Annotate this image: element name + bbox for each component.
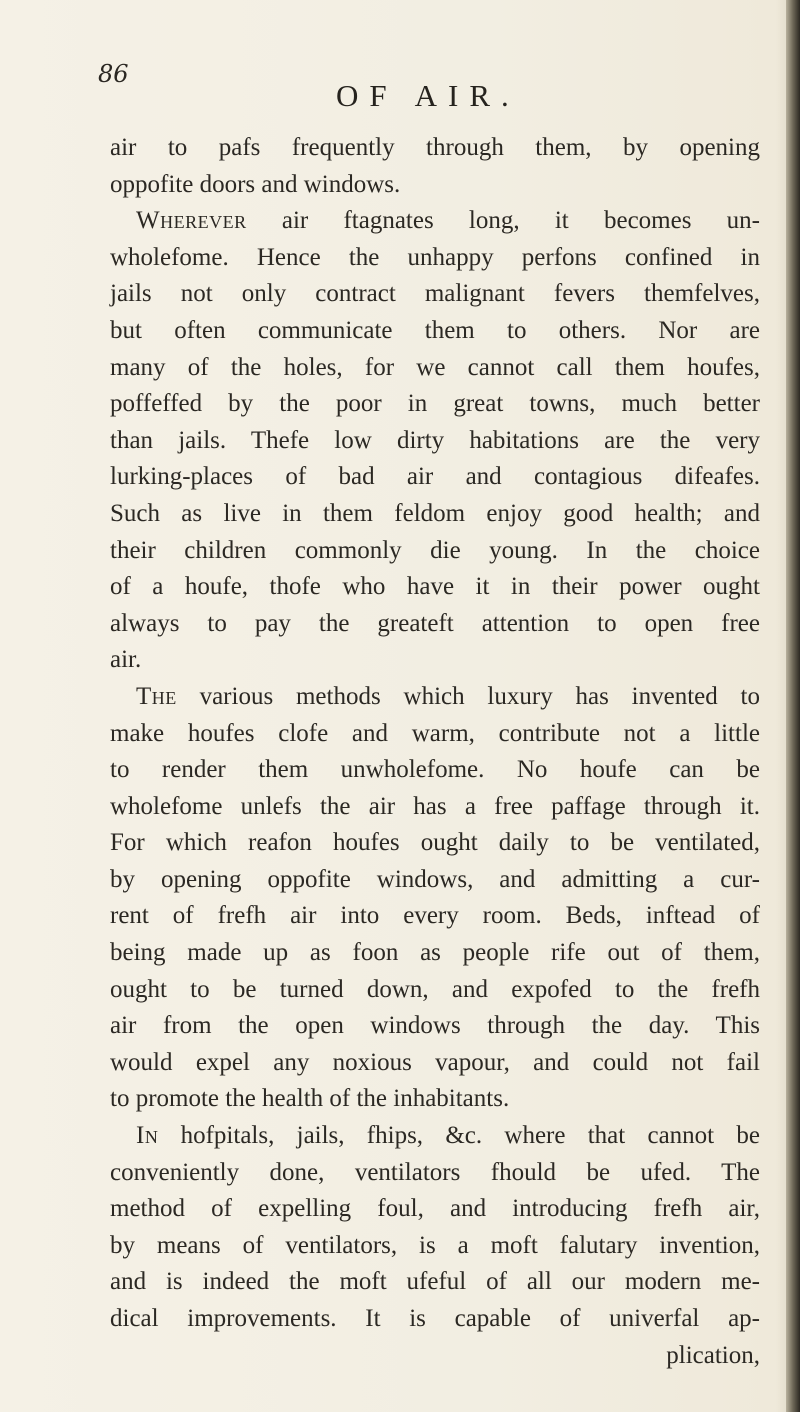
text-line: dical improvements. It is capable of univerfal ap- (110, 1305, 760, 1332)
text-line: poffeffed by the poor in great towns, much better (110, 390, 760, 418)
text-line: and is indeed the moft ufeful of all our modern me- (110, 1268, 760, 1296)
text-line: to promote the health of the inhabitants. (110, 1085, 510, 1113)
text-line: by opening oppofite windows, and admitting a cur- (110, 865, 760, 893)
paragraph-start-line (110, 1118, 760, 1155)
text-line: many of the holes, for we cannot call them houfes, (110, 353, 760, 381)
text-line: of a houfe, thofe who have it in their power ought (110, 573, 760, 601)
text-line: always to pay the greateft attention to open free (110, 609, 760, 637)
text-line: conveniently done, ventilators fhould be ufed. The (110, 1158, 760, 1186)
text-line: Such as live in them feldom enjoy good health; and (110, 499, 760, 527)
page-binding-edge (786, 0, 800, 1412)
text-line: rent of frefh air into every room. Beds, inftead of (110, 902, 760, 930)
catchword-line: plication, (666, 1341, 760, 1369)
text-line: but often communicate them to others. Nor are (110, 316, 760, 344)
text-line: their children commonly die young. In the choice (110, 536, 760, 564)
text-line: air ftagnates long, it becomes un- (281, 207, 761, 235)
body-text (110, 130, 760, 1374)
text-line: lurking-places of bad air and contagious difeafes. (110, 463, 760, 491)
text-line: For which reafon houfes ought daily to be ventilated, (110, 829, 760, 857)
paragraph-start-line (110, 203, 760, 240)
text-line: wholefome unlefs the air has a free paffage through it. (110, 792, 760, 820)
text-line: air. (110, 646, 142, 674)
paragraph-lead-word: Wherever (136, 207, 247, 235)
paragraph-lead-word: In (136, 1122, 159, 1150)
text-line: ought to be turned down, and expofed to the frefh (110, 975, 760, 1003)
text-line: make houfes clofe and warm, contribute not a little (110, 719, 760, 747)
text-line: by means of ventilators, is a moft falutary invention, (110, 1231, 760, 1259)
text-line: oppofite doors and windows. (110, 170, 401, 198)
text-line: hofpitals, jails, fhips, &c. where that cannot be (180, 1122, 760, 1150)
text-line: than jails. Thefe low dirty habitations are the very (110, 426, 760, 454)
text-line: to render them unwholefome. No houfe can be (110, 756, 760, 784)
text-line: being made up as foon as people rife out of them, (110, 939, 760, 967)
text-line: air from the open windows through the day. This (110, 1012, 760, 1040)
text-line: various methods which luxury has invented to (199, 682, 760, 710)
text-line: method of expelling foul, and introducing frefh air, (110, 1195, 760, 1223)
running-head: OF AIR. (336, 78, 520, 113)
text-line: air to pafs frequently through them, by opening (110, 134, 760, 161)
paragraph-lead-word: The (136, 682, 177, 710)
text-line: jails not only contract malignant fevers themfelves, (110, 280, 760, 308)
text-line: would expel any noxious vapour, and could not fail (110, 1048, 760, 1076)
page-number: 86 (98, 60, 129, 88)
paragraph-start-line (110, 679, 760, 716)
text-line: wholefome. Hence the unhappy perfons confined in (110, 243, 760, 271)
